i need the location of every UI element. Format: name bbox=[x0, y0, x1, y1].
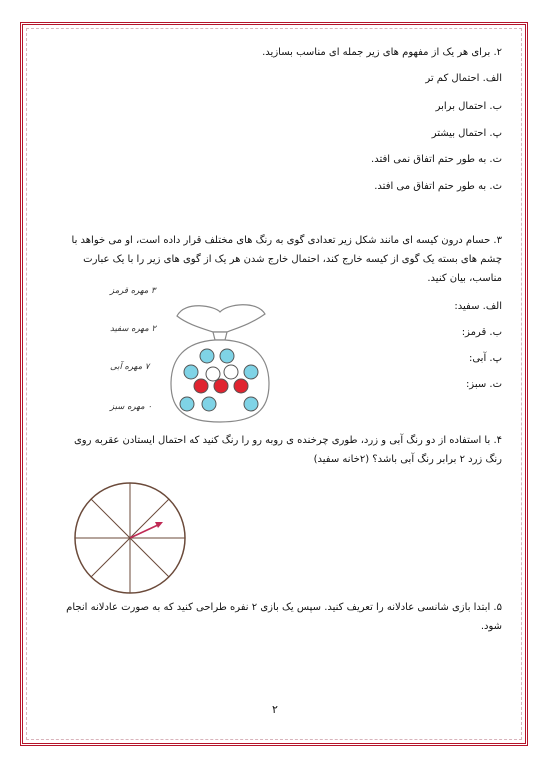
ball-blue bbox=[184, 365, 198, 379]
ball-blue bbox=[244, 397, 258, 411]
ball-white bbox=[224, 365, 238, 379]
q2-item-t: ت. به طور حتم اتفاق نمی افتد. bbox=[371, 154, 502, 165]
page-number: ۲ bbox=[272, 703, 278, 716]
q3-answer-white: الف. سفید: bbox=[454, 301, 502, 312]
count-white-label: ۲ مهره سفید bbox=[110, 324, 157, 334]
ball-red bbox=[194, 379, 208, 393]
count-blue-label: ۷ مهره آبی bbox=[110, 362, 150, 372]
ball-red bbox=[234, 379, 248, 393]
q2-item-a: الف. احتمال کم تر bbox=[425, 73, 502, 84]
q2-title: ۲. برای هر یک از مفهوم های زیر جمله ای مناسب بسازید. bbox=[262, 47, 502, 58]
ball-blue bbox=[202, 397, 216, 411]
q4-line-1: ۴. با استفاده از دو رنگ آبی و زرد، طوری چرخنده ی روبه رو را رنگ کنید که احتمال ایستادن عقربه روی bbox=[73, 435, 502, 446]
ball-white bbox=[206, 367, 220, 381]
q2-item-s: ث. به طور حتم اتفاق می افتد. bbox=[374, 181, 502, 192]
ball-blue bbox=[200, 349, 214, 363]
count-red-label: ۳ مهره قرمز bbox=[110, 286, 156, 296]
ball-blue bbox=[180, 397, 194, 411]
bag-top bbox=[177, 305, 265, 332]
count-green-label: ۰ مهره سبز bbox=[110, 402, 152, 412]
q5-line-2: شود. bbox=[480, 621, 502, 632]
q3-answer-red: ب. قرمز: bbox=[461, 327, 502, 338]
q3-answer-green: ت. سبز: bbox=[465, 379, 502, 390]
q3-answer-blue: پ. آبی: bbox=[468, 353, 502, 364]
bag-tie bbox=[213, 332, 227, 340]
q4-line-2: رنگ زرد ۲ برابر رنگ آبی باشد؟ (۲خانه سفید) bbox=[313, 454, 502, 465]
spinner bbox=[70, 480, 190, 600]
ball-red bbox=[214, 379, 228, 393]
q3-line-1: ۳. حسام درون کیسه ای مانند شکل زیر تعدادی گوی به رنگ های مختلف قرار داده است، او می خواهد با bbox=[71, 235, 502, 246]
q2-item-p: پ. احتمال بیشتر bbox=[431, 128, 502, 139]
q5-line-1: ۵. ابتدا بازی شانسی عادلانه را تعریف کنید. سپس یک بازی ۲ نفره طراحی کنید که به صورت عادلانه انجام bbox=[66, 602, 502, 613]
bag-illustration bbox=[165, 298, 275, 428]
ball-blue bbox=[220, 349, 234, 363]
q2-item-b: ب. احتمال برابر bbox=[435, 101, 502, 112]
ball-blue bbox=[244, 365, 258, 379]
q3-line-3: مناسب، بیان کنید. bbox=[427, 273, 502, 284]
q3-line-2: چشم های بسته یک گوی از کیسه خارج کند، احتمال خارج شدن هر یک از گوی های زیر را با یک عبارت bbox=[83, 254, 502, 265]
